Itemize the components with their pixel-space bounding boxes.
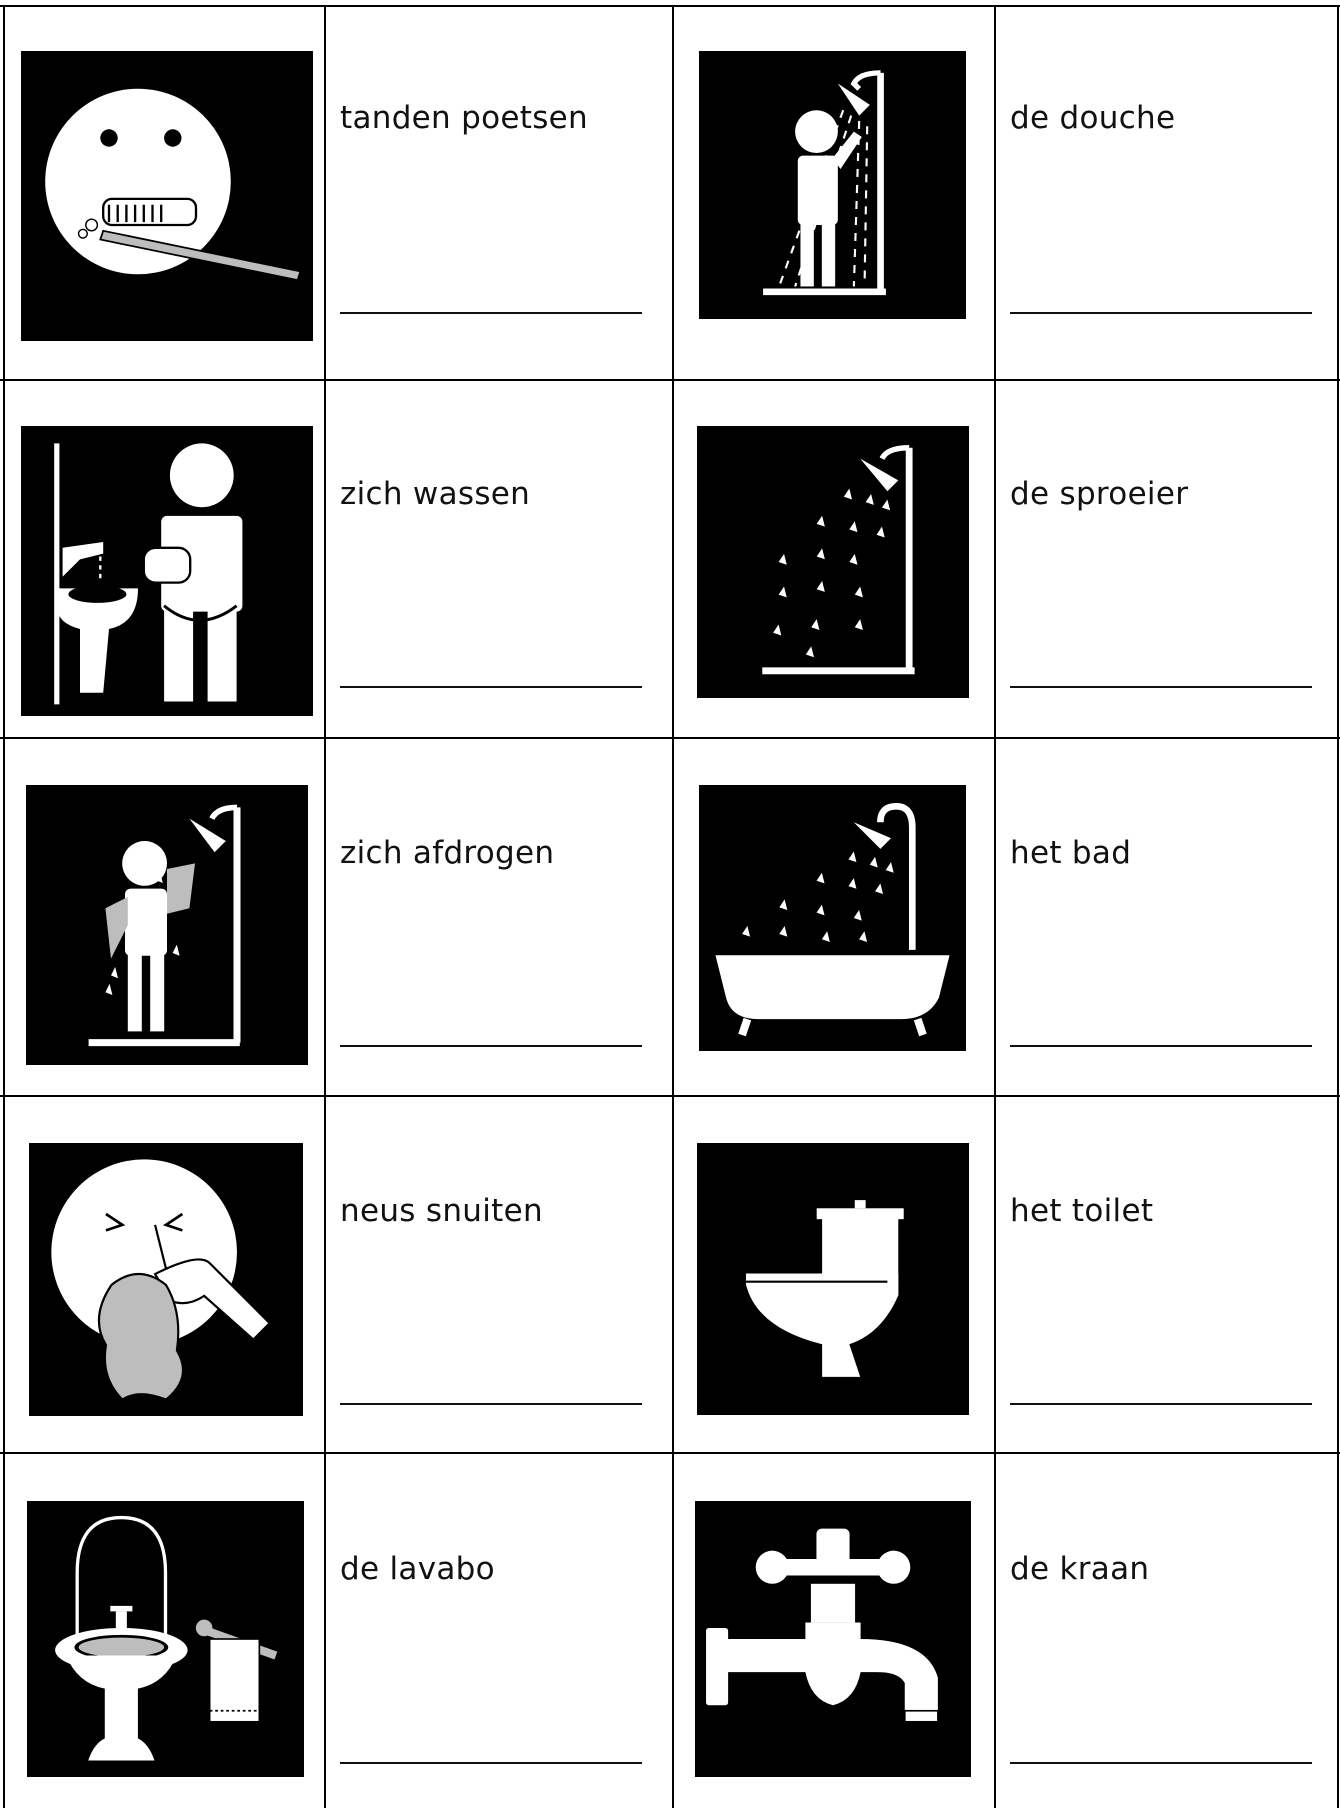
- bathtub-icon: [699, 785, 966, 1051]
- answer-line[interactable]: [1010, 686, 1312, 688]
- grid-line: [0, 737, 1340, 739]
- grid-line: [0, 1452, 1340, 1454]
- card-word: neus snuiten: [340, 1193, 543, 1229]
- grid-line: [1337, 6, 1339, 1808]
- answer-line[interactable]: [1010, 1762, 1312, 1764]
- card-word: zich afdrogen: [340, 835, 555, 871]
- answer-line[interactable]: [340, 686, 642, 688]
- card-word: het bad: [1010, 835, 1132, 871]
- grid-line: [0, 1095, 1340, 1097]
- answer-line[interactable]: [1010, 1403, 1312, 1405]
- card-word: de sproeier: [1010, 476, 1189, 512]
- card-word: de kraan: [1010, 1551, 1150, 1587]
- drying-person-icon: [26, 785, 308, 1065]
- washbasin-icon: [27, 1501, 304, 1777]
- card-word: tanden poetsen: [340, 100, 588, 136]
- card-word: het toilet: [1010, 1193, 1154, 1229]
- grid-line: [324, 6, 326, 1808]
- grid-line: [672, 6, 674, 1808]
- grid-line: [994, 6, 996, 1808]
- card-word: zich wassen: [340, 476, 531, 512]
- toothbrush-icon: [21, 51, 313, 341]
- shower-person-icon: [699, 51, 966, 319]
- toilet-icon: [697, 1143, 969, 1415]
- nose-blowing-icon: [29, 1143, 303, 1416]
- faucet-icon: [695, 1501, 971, 1777]
- answer-line[interactable]: [340, 1762, 642, 1764]
- answer-line[interactable]: [340, 1045, 642, 1047]
- answer-line[interactable]: [1010, 312, 1312, 314]
- washing-person-icon: [21, 426, 313, 716]
- card-word: de douche: [1010, 100, 1176, 136]
- card-word: de lavabo: [340, 1551, 495, 1587]
- grid-line: [0, 5, 1340, 7]
- answer-line[interactable]: [340, 312, 642, 314]
- answer-line[interactable]: [340, 1403, 642, 1405]
- grid-line: [0, 379, 1340, 381]
- answer-line[interactable]: [1010, 1045, 1312, 1047]
- grid-line: [3, 6, 5, 1808]
- shower-head-icon: [697, 426, 969, 698]
